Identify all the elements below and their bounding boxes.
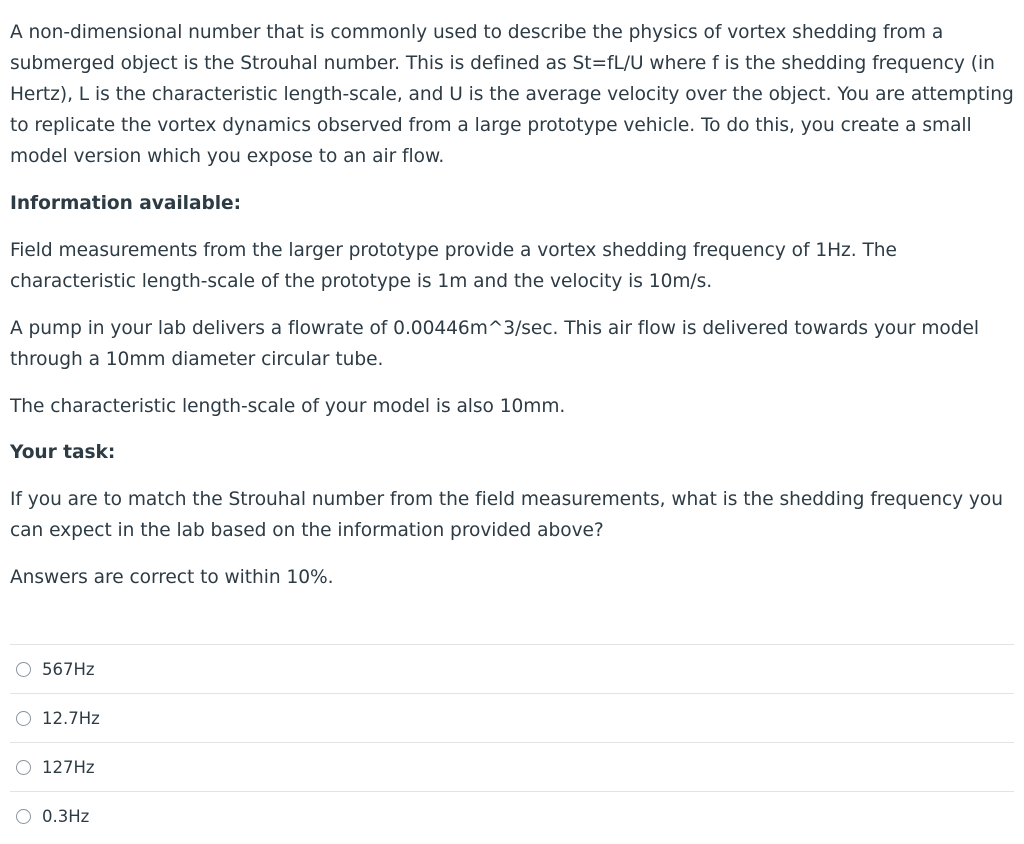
radio-button[interactable] — [16, 809, 31, 824]
answer-label: 12.7Hz — [42, 708, 100, 728]
answer-label: 127Hz — [42, 757, 95, 777]
answer-label: 567Hz — [42, 659, 95, 679]
answer-label: 0.3Hz — [42, 806, 90, 826]
question-text — [10, 17, 1014, 593]
task-text: If you are to match the Strouhal number from the field measurements, what is the shedding frequency you can expect in the lab based on the information provided above? — [10, 489, 1003, 541]
answer-list — [10, 644, 1014, 840]
radio-button[interactable] — [16, 711, 31, 726]
pump-text: A pump in your lab delivers a flowrate of 0.00446m^3/sec. This air flow is delivered towards your model through a 10mm diameter circular tube. — [10, 318, 979, 370]
radio-button[interactable] — [16, 760, 31, 775]
answer-option-567hz[interactable] — [10, 644, 1014, 693]
your-task-heading: Your task: — [10, 442, 116, 463]
model-length-text: The characteristic length-scale of your model is also 10mm. — [10, 396, 566, 417]
answer-option-127hz[interactable] — [10, 742, 1014, 791]
info-available-heading: Information available: — [10, 193, 241, 214]
answer-option-12-7hz[interactable] — [10, 693, 1014, 742]
answer-option-0-3hz[interactable] — [10, 791, 1014, 840]
field-measurements-text: Field measurements from the larger prototype provide a vortex shedding frequency of 1Hz. The characteristic length-scale of the prototype is 1m and the velocity is 10m/s. — [10, 240, 897, 292]
tolerance-text: Answers are correct to within 10%. — [10, 567, 334, 588]
question-intro: A non-dimensional number that is commonly used to describe the physics of vortex shedding from a submerged object is the Strouhal number. This is defined as St=fL/U where f is the shedding frequency (in Hertz), L is the characteristic length-scale, and U is the average velocity over the object. You are attempting to replicate the vortex dynamics observed from a large prototype vehicle. To do this, you create a small model version which you expose to an air flow. — [10, 22, 1014, 167]
radio-button[interactable] — [16, 662, 31, 677]
